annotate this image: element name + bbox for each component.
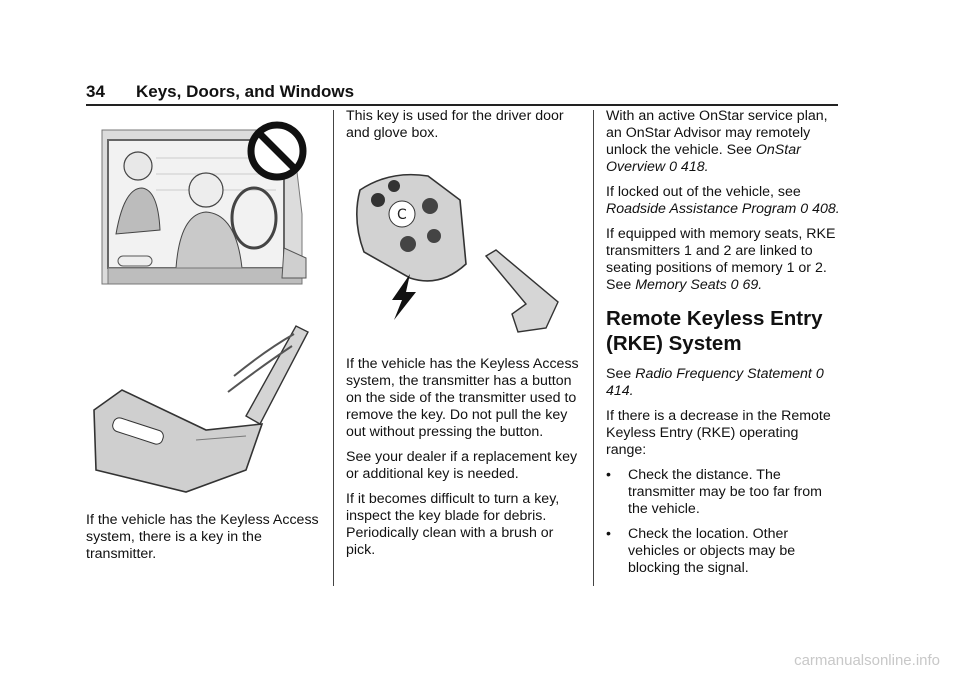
- page-number: 34: [86, 82, 105, 101]
- locked-out-paragraph: [606, 184, 840, 218]
- svg-text:C: C: [397, 207, 407, 223]
- column-2-top: [346, 108, 580, 150]
- bullet-text: Check the distance. The transmitter may be too far from the vehicle.: [628, 467, 822, 517]
- replacement-key-paragraph: See your dealer if a replacement key or additional key is needed.: [346, 449, 578, 482]
- rke-heading: Remote Keyless Entry (RKE) System: [606, 307, 823, 355]
- range-decrease-paragraph: If there is a decrease in the Remote Keyless Entry (RKE) operating range:: [606, 408, 831, 458]
- no-symbol-icon: [251, 125, 303, 177]
- column-divider-1: [333, 110, 334, 586]
- roadside-link[interactable]: Roadside Assistance Program: [606, 201, 797, 217]
- clean-key-paragraph: If it becomes difficult to turn a key, inspect the key blade for debris. Periodically clean with a brush or pick.: [346, 491, 560, 558]
- radio-frequency-link[interactable]: Radio Frequency Statement: [635, 366, 812, 382]
- bullet-text: Check the location. Other vehicles or objects may be blocking the signal.: [628, 526, 796, 576]
- memory-seats-text: If equipped with memory seats, RKE transmitters 1 and 2 are linked to seating positions of memory 1 or 2. See: [606, 226, 836, 293]
- bullet-item: [606, 467, 840, 518]
- radio-frequency-page-ref: 0 414.: [606, 366, 824, 399]
- memory-seats-paragraph: [606, 226, 840, 294]
- children-window-illustration: [96, 118, 310, 290]
- section-title: Keys, Doors, and Windows: [136, 82, 355, 101]
- key-fob-illustration: [350, 160, 570, 344]
- driver-door-paragraph: This key is used for the driver door and glove box.: [346, 108, 564, 141]
- radio-frequency-paragraph: [606, 366, 840, 400]
- onstar-page-ref: 0 418.: [669, 159, 709, 175]
- radio-see-text: See: [606, 366, 632, 382]
- key-blade-illustration: [86, 320, 312, 494]
- keyless-key-paragraph: If the vehicle has the Keyless Access system, there is a key in the transmitter.: [86, 512, 319, 562]
- remove-key-paragraph: If the vehicle has the Keyless Access system, the transmitter has a button on the side of the transmitter used to remove the key. Do not pull the key out without pressing the button.: [346, 356, 579, 440]
- column-2-bottom: [346, 356, 580, 567]
- bullet-dot: •: [606, 526, 611, 542]
- header-rule: [86, 104, 838, 106]
- onstar-paragraph: [606, 108, 840, 176]
- memory-seats-page-ref: 0 69.: [730, 277, 763, 293]
- memory-seats-link[interactable]: Memory Seats: [635, 277, 727, 293]
- column-3-text: [606, 108, 840, 585]
- onstar-link[interactable]: OnStar Overview: [606, 142, 801, 175]
- locked-out-text: If locked out of the vehicle, see: [606, 184, 801, 200]
- page-header: [86, 82, 838, 106]
- bullet-item: [606, 526, 840, 577]
- watermark: carmanualsonline.info: [794, 652, 940, 669]
- column-divider-2: [593, 110, 594, 586]
- roadside-page-ref: 0 408.: [800, 201, 840, 217]
- bullet-dot: •: [606, 467, 611, 483]
- column-1-text: [86, 512, 322, 571]
- onstar-text: With an active OnStar service plan, an OnStar Advisor may remotely unlock the vehicle. See: [606, 108, 828, 158]
